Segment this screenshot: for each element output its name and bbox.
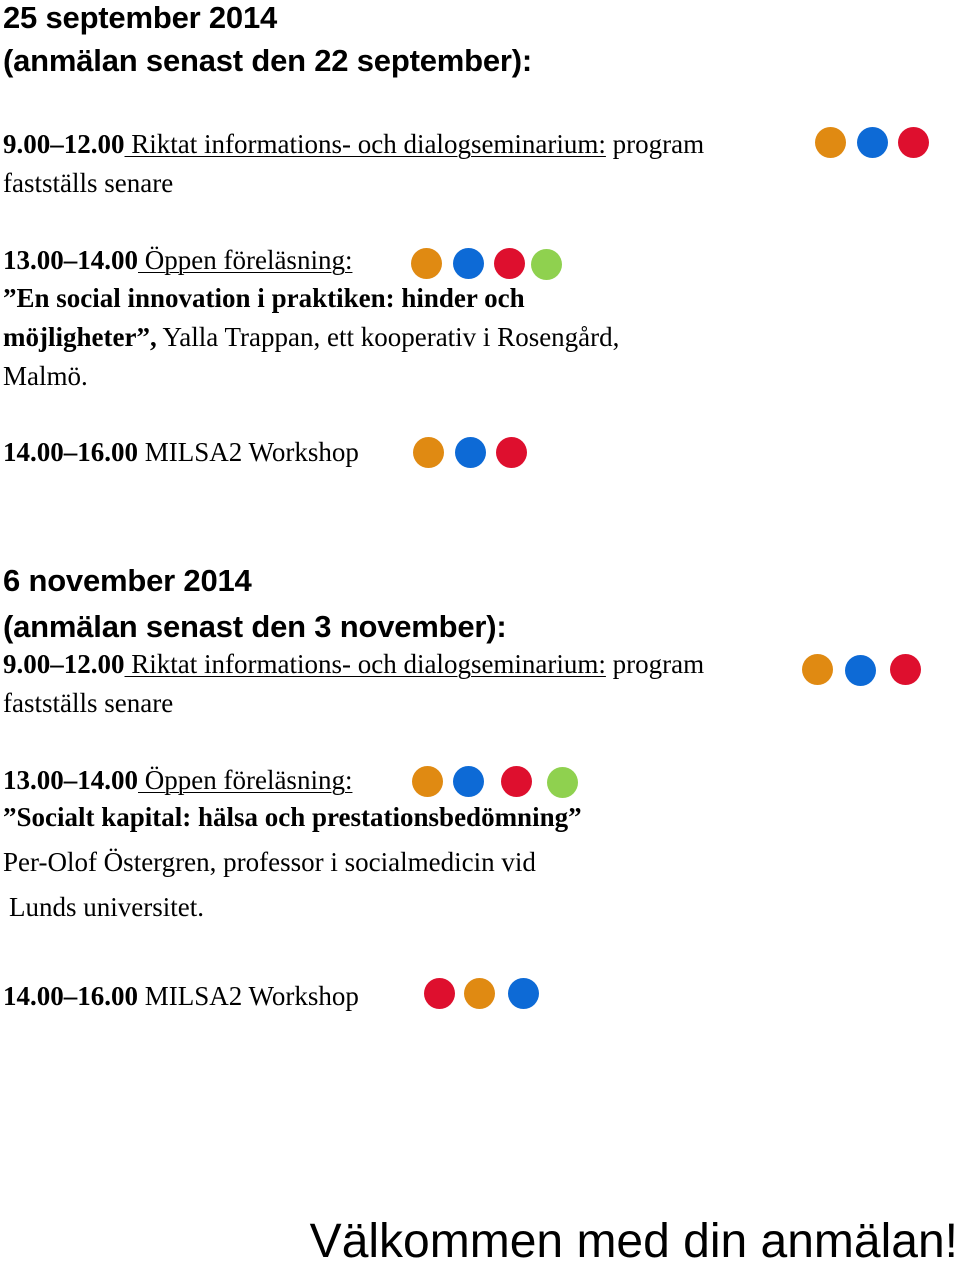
s2-event2-line	[3, 765, 352, 796]
s2-event1-link[interactable]: Riktat informations- och dialogseminarium:	[124, 649, 606, 679]
s2-event2-title: ”Socialt kapital: hälsa och prestationsbedömning”	[3, 802, 582, 832]
orange-dot-icon	[411, 248, 442, 279]
orange-dot-icon	[413, 437, 444, 468]
s1-event2-venue-line2: Malmö.	[3, 361, 88, 391]
orange-dot-icon	[464, 978, 495, 1009]
red-dot-icon	[496, 437, 527, 468]
s1-event3-text: MILSA2 Workshop	[138, 437, 359, 467]
s1-event2-line	[3, 245, 352, 276]
red-dot-icon	[898, 127, 929, 158]
s1-event1-line2: fastställs senare	[3, 168, 174, 198]
s2-event3-line	[3, 981, 359, 1012]
blue-dot-icon	[845, 655, 876, 686]
blue-dot-icon	[453, 766, 484, 797]
s2-event2-speaker: Per-Olof Östergren, professor i socialmedicin vid	[3, 847, 536, 877]
s1-event2-title-end: möjligheter”,	[3, 322, 157, 352]
s2-event2-link[interactable]: Öppen föreläsning:	[138, 765, 353, 795]
s1-event1-link[interactable]: Riktat informations- och dialogseminarium:	[124, 129, 606, 159]
s2-event1-line2: fastställs senare	[3, 688, 174, 718]
red-dot-icon	[501, 766, 532, 797]
s1-event3-time: 14.00–16.00	[3, 437, 138, 467]
s2-event1-time: 9.00–12.00	[3, 649, 125, 679]
s1-event2-title-line2	[3, 322, 619, 353]
s2-event1-line	[3, 649, 704, 680]
s1-event1-rest: program	[605, 129, 705, 159]
section2-deadline: (anmälan senast den 3 november):	[3, 609, 507, 644]
s2-event2-time: 13.00–14.00	[3, 765, 138, 795]
blue-dot-icon	[453, 248, 484, 279]
s1-event1-time: 9.00–12.00	[3, 129, 125, 159]
s2-event2-speaker-line2: Lunds universitet.	[9, 892, 204, 922]
s2-event1-rest: program	[605, 649, 705, 679]
closing-message: Välkommen med din anmälan!	[309, 1215, 958, 1268]
blue-dot-icon	[455, 437, 486, 468]
s2-event3-text: MILSA2 Workshop	[138, 981, 359, 1011]
red-dot-icon	[890, 654, 921, 685]
s1-event2-time: 13.00–14.00	[3, 245, 138, 275]
s2-event3-time: 14.00–16.00	[3, 981, 138, 1011]
section1-deadline: (anmälan senast den 22 september):	[3, 43, 532, 78]
blue-dot-icon	[508, 978, 539, 1009]
s1-event2-venue: Yalla Trappan, ett kooperativ i Rosengård,	[156, 322, 620, 352]
s1-event2-title: ”En social innovation i praktiken: hinder och	[3, 283, 525, 313]
green-dot-icon	[547, 767, 578, 798]
red-dot-icon	[494, 248, 525, 279]
blue-dot-icon	[857, 127, 888, 158]
red-dot-icon	[424, 978, 455, 1009]
section1-date: 25 september 2014	[3, 0, 278, 35]
s1-event2-link[interactable]: Öppen föreläsning:	[138, 245, 353, 275]
orange-dot-icon	[412, 766, 443, 797]
green-dot-icon	[531, 249, 562, 280]
orange-dot-icon	[802, 654, 833, 685]
s1-event3-line	[3, 437, 359, 468]
orange-dot-icon	[815, 127, 846, 158]
s1-event1-line	[3, 129, 704, 160]
section2-date: 6 november 2014	[3, 563, 252, 598]
